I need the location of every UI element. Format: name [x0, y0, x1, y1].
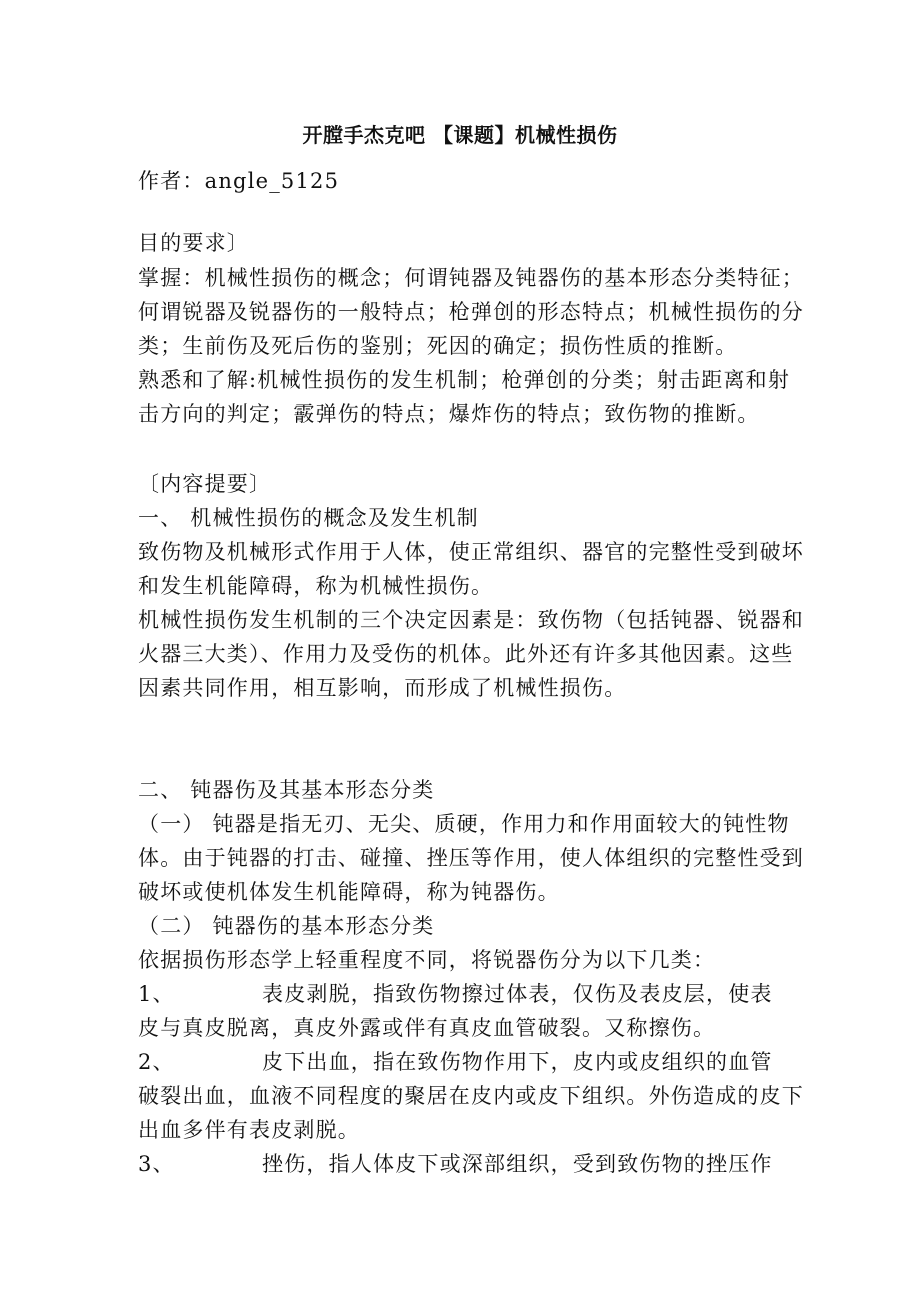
- author-line: 作者：angle_5125: [138, 169, 340, 193]
- item-text: 皮下出血，指在致伤物作用下，皮内或皮组织的血管: [262, 1050, 773, 1074]
- objectives-line: 掌握：机械性损伤的概念；何谓钝器及钝器伤的基本形态分类特征；: [138, 266, 804, 290]
- objectives-line: 击方向的判定；霰弹伤的特点；爆炸伤的特点；致伤物的推断。: [138, 402, 760, 426]
- paragraph-line: 破坏或使机体发生机能障碍，称为钝器伤。: [138, 880, 560, 904]
- paragraph-line: 机械性损伤发生机制的三个决定因素是：致伤物（包括钝器、锐器和: [138, 608, 804, 632]
- paragraph-line: 破裂出血，血液不同程度的聚居在皮内或皮下组织。外伤造成的皮下: [138, 1084, 804, 1108]
- item-number: 2、: [138, 1050, 175, 1074]
- paragraph-line: 体。由于钝器的打击、碰撞、挫压等作用，使人体组织的完整性受到: [138, 846, 804, 870]
- item-text: 表皮剥脱，指致伤物擦过体表，仅伤及表皮层，使表: [262, 982, 773, 1006]
- objectives-line: 何谓锐器及锐器伤的一般特点；枪弹创的形态特点；机械性损伤的分: [138, 300, 804, 324]
- paragraph-line: 致伤物及机械形式作用于人体，使正常组织、器官的完整性受到破坏: [138, 540, 804, 564]
- paragraph-line: 依据损伤形态学上轻重程度不同，将锐器伤分为以下几类：: [138, 948, 716, 972]
- item-number: 1、: [138, 982, 175, 1006]
- section-heading: 二、 钝器伤及其基本形态分类: [138, 778, 435, 802]
- objectives-heading: 目的要求〕: [138, 231, 249, 255]
- paragraph-line: 皮与真皮脱离，真皮外露或伴有真皮血管破裂。又称擦伤。: [138, 1016, 716, 1040]
- paragraph-line: 火器三大类）、作用力及受伤的机体。此外还有许多其他因素。这些: [138, 642, 794, 666]
- subsection-heading: （二） 钝器伤的基本形态分类: [138, 914, 435, 938]
- section-heading: 一、 机械性损伤的概念及发生机制: [138, 506, 479, 530]
- summary-heading: 〔内容提要〕: [138, 472, 272, 496]
- document-title: 开膛手杰克吧 【课题】机械性损伤: [302, 123, 618, 147]
- item-text: 挫伤，指人体皮下或深部组织，受到致伤物的挫压作: [262, 1152, 773, 1176]
- objectives-line: 类；生前伤及死后伤的鉴别；死因的确定；损伤性质的推断。: [138, 334, 738, 358]
- list-item: [138, 977, 818, 1011]
- paragraph-line: 和发生机能障碍，称为机械性损伤。: [138, 574, 494, 598]
- item-number: 3、: [138, 1152, 175, 1176]
- list-item: [138, 1147, 818, 1181]
- paragraph-line: （一） 钝器是指无刃、无尖、质硬，作用力和作用面较大的钝性物: [138, 812, 790, 836]
- paragraph-line: 出血多伴有表皮剥脱。: [138, 1118, 360, 1142]
- list-item: [138, 1045, 818, 1079]
- objectives-line: 熟悉和了解:机械性损伤的发生机制；枪弹创的分类；射击距离和射: [138, 368, 791, 392]
- paragraph-line: 因素共同作用，相互影响，而形成了机械性损伤。: [138, 676, 627, 700]
